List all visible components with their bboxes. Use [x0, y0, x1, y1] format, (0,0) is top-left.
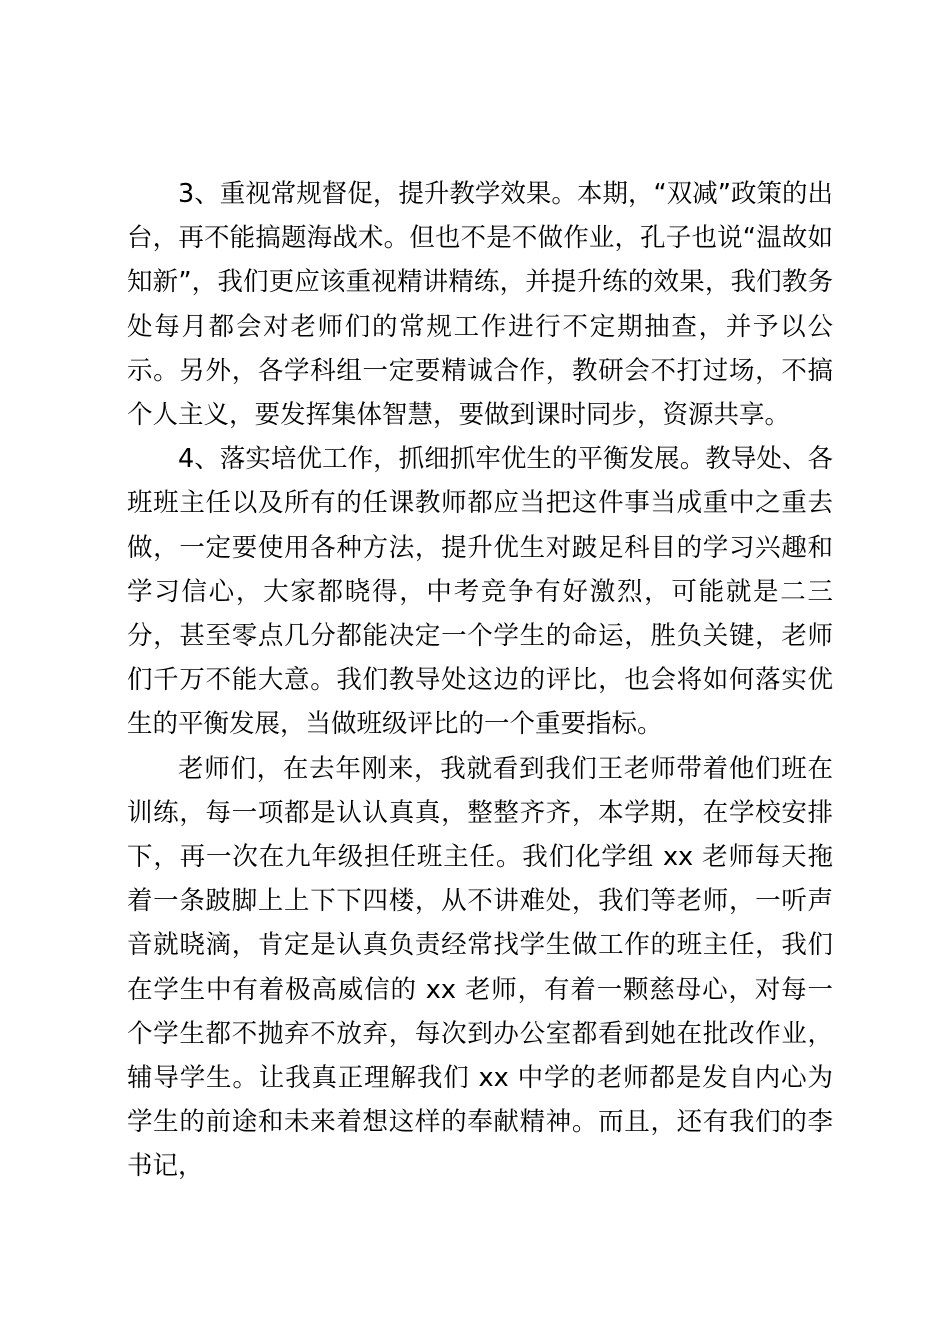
paragraph-top-student-training: 4、落实培优工作，抓细抓牢优生的平衡发展。教导处、各班班主任以及所有的任课教师都应当把这件事当成重中之重去做，一定要使用各种方法，提升优生对跛足科目的学习兴趣和学习信心，大家都晓得，中考竞争有好激烈，可能就是二三分，甚至零点几分都能决定一个学生的命运，胜负关键，老师们千万不能大意。我们教导处这边的评比，也会将如何落实优生的平衡发展，当做班级评比的一个重要指标。	[127, 444, 833, 740]
paragraph-routine-supervision: 3、重视常规督促，提升教学效果。本期，“双减”政策的出台，再不能搞题海战术。但也不是不做作业，孔子也说“温故如知新”，我们更应该重视精讲精练，并提升练的效果，我们教务处每月都会对老师们的常规工作进行不定期抽查，并予以公示。另外，各学科组一定要精诚合作，教研会不打过场，不搞个人主义，要发挥集体智慧，要做到课时同步，资源共享。	[127, 179, 833, 431]
document-body	[127, 172, 833, 1189]
paragraph-teacher-praise: 老师们，在去年刚来，我就看到我们王老师带着他们班在训练，每一项都是认认真真，整整齐齐，本学期，在学校安排下，再一次在九年级担任班主任。我们化学组 xx 老师每天拖着一条跛脚上上下下四楼，从不讲难处，我们等老师，一听声音就晓滴，肯定是认真负责经常找学生做工作的班主任，我们在学生中有着极高威信的 xx 老师，有着一颗慈母心，对每一个学生都不抛弃不放弃，每次到办公室都看到她在批改作业，辅导学生。让我真正理解我们 xx 中学的老师都是发自内心为学生的前途和未来着想这样的奉献精神。而且，还有我们的李书记，	[127, 753, 833, 1182]
